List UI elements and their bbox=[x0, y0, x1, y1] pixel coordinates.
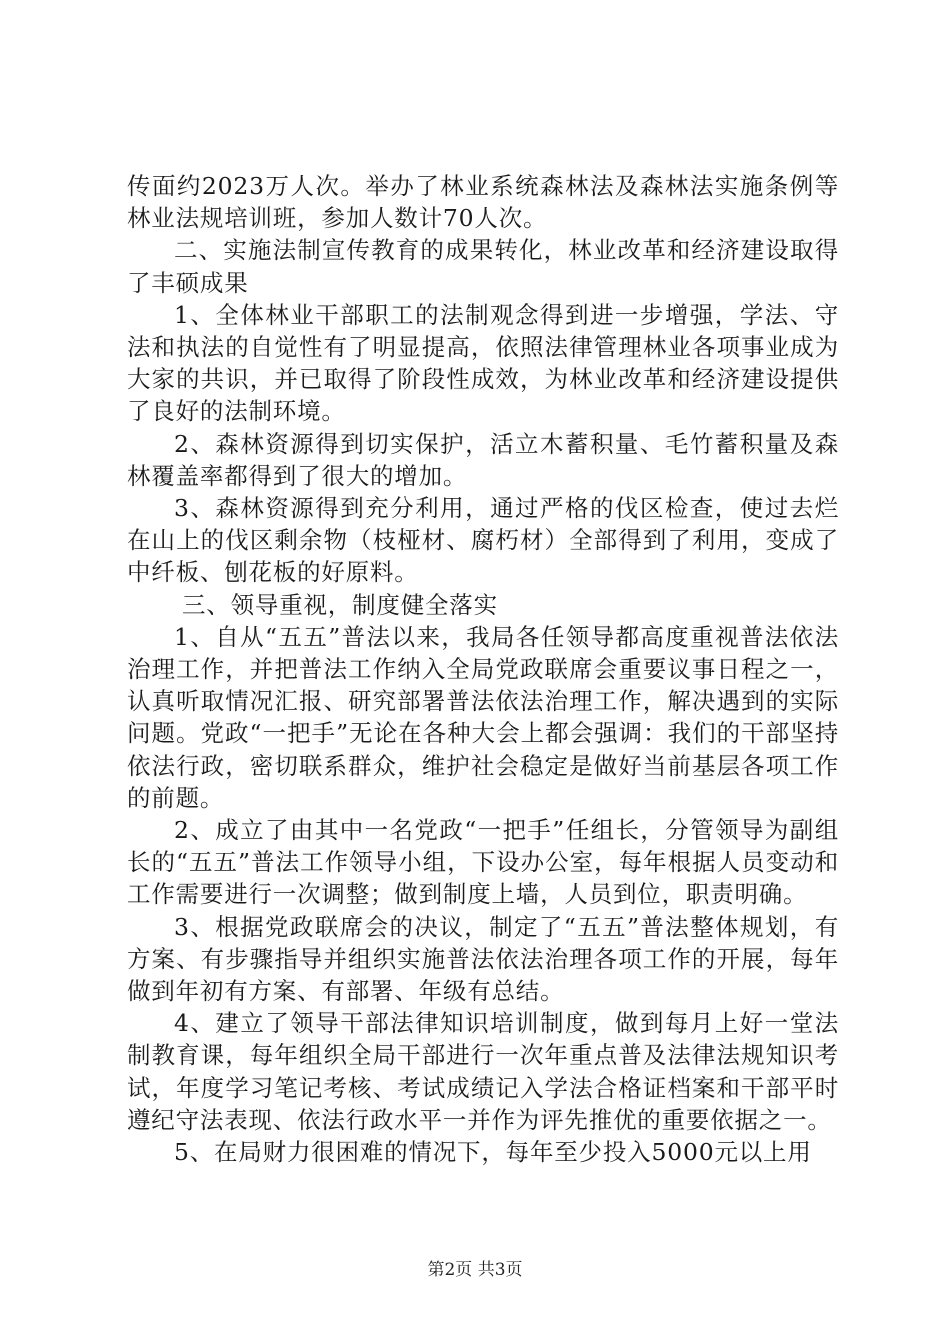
document-body bbox=[127, 170, 839, 1168]
paragraph-leadership-2: 2、成立了由其中一名党政“一把手”任组长，分管领导为副组长的“五五”普法工作领导小组，下设办公室，每年根据人员变动和工作需要进行一次调整；做到制度上墙，人员到位，职责明确。 bbox=[127, 816, 839, 909]
paragraph-item-2: 2、森林资源得到切实保护，活立木蓄积量、毛竹蓄积量及森林覆盖率都得到了很大的增加。 bbox=[127, 429, 839, 490]
paragraph-item-3: 3、森林资源得到充分利用，通过严格的伐区检查，使过去烂在山上的伐区剩余物（枝桠材、腐朽材）全部得到了利用，变成了中纤板、刨花板的好原料。 bbox=[127, 494, 839, 587]
page-number-footer: 第2页 共3页 bbox=[427, 1260, 523, 1280]
paragraph-leadership-4: 4、建立了领导干部法律知识培训制度，做到每月上好一堂法制教育课，每年组织全局干部进行一次年重点普及法律法规知识考试，年度学习笔记考核、考试成绩记入学法合格证档案和干部平时遵纪守法表现、依法行政水平一并作为评先推优的重要依据之一。 bbox=[127, 1009, 839, 1134]
section-heading-three: 三、领导重视，制度健全落实 bbox=[182, 590, 498, 619]
paragraph-leadership-3: 3、根据党政联席会的决议，制定了“五五”普法整体规划，有方案、有步骤指导并组织实施普法依法治理各项工作的开展，每年做到年初有方案、有部署、年级有总结。 bbox=[127, 912, 839, 1006]
section-heading-two: 二、实施法制宣传教育的成果转化，林业改革和经济建设取得了丰硕成果 bbox=[127, 236, 839, 297]
paragraph-continuation: 传面约2023万人次。举办了林业系统森林法及森林法实施条例等林业法规培训班，参加人数计70人次。 bbox=[127, 172, 839, 233]
paragraph-item-1: 1、全体林业干部职工的法制观念得到进一步增强，学法、守法和执法的自觉性有了明显提高，依照法律管理林业各项事业成为大家的共识，并已取得了阶段性成效，为林业改革和经济建设提供了良好的法制环境。 bbox=[127, 300, 839, 426]
paragraph-leadership-1: 1、自从“五五”普法以来，我局各任领导都高度重视普法依法治理工作，并把普法工作纳入全局党政联席会重要议事日程之一，认真听取情况汇报、研究部署普法依法治理工作，解决遇到的实际问题。党政“一把手”无论在各种大会上都会强调：我们的干部坚持依法行政，密切联系群众，维护社会稳定是做好当前基层各项工作的前题。 bbox=[127, 622, 839, 812]
paragraph-leadership-5: 5、在局财力很困难的情况下，每年至少投入5000元以上用 bbox=[174, 1138, 812, 1167]
